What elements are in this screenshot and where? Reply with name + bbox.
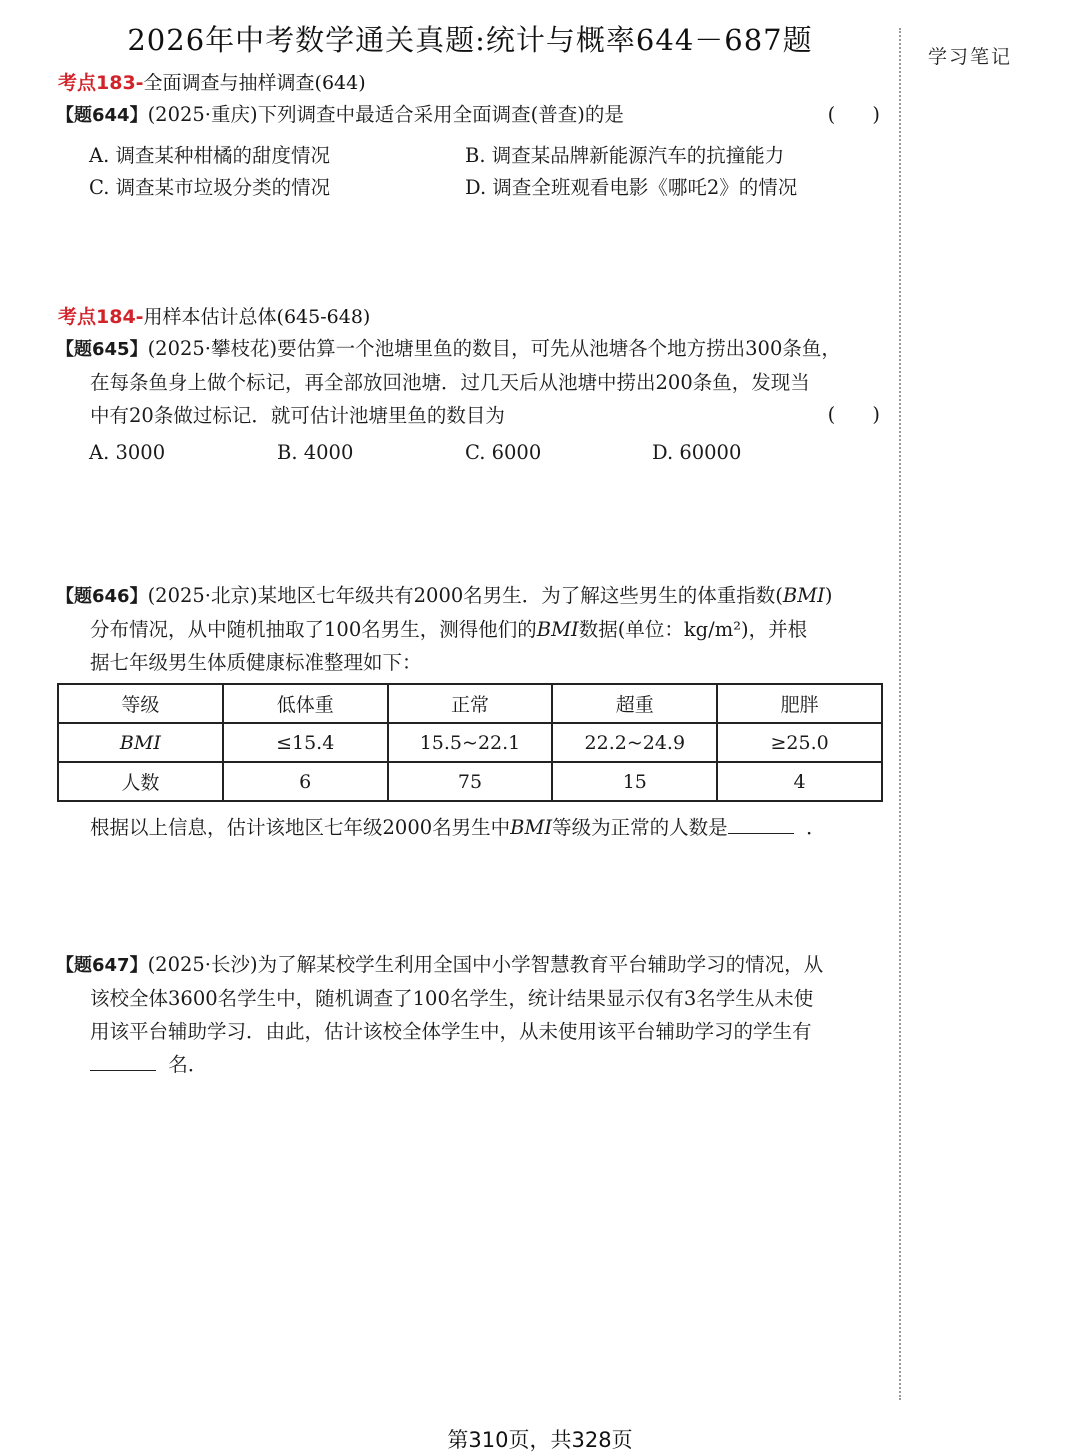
question-text: 该校全体3600名学生中，随机调查了100名学生，统计结果显示仅有3名学生从未使 (90, 987, 814, 1010)
section-title: 全面调查与抽样调查(644) (143, 72, 366, 94)
bmi-term: BMI (510, 816, 553, 839)
question-text: 据七年级男生体质健康标准整理如下： (90, 651, 422, 674)
page-footer: 第310页，共328页 (447, 1428, 633, 1452)
table-cell: ≤15.4 (223, 723, 388, 762)
table-cell: BMI (58, 723, 223, 762)
question-source: (2025·长沙) (147, 953, 258, 976)
answer-paren: ( ) (827, 403, 880, 426)
question-646 (56, 579, 882, 679)
question-text: 等级为正常的人数是 (552, 816, 728, 839)
option-b: B. 调查某品牌新能源汽车的抗撞能力 (465, 144, 785, 167)
table-cell: 正常 (388, 684, 553, 723)
section-heading-183 (58, 68, 366, 95)
bmi-term: BMI (536, 618, 579, 641)
question-text: 名． (168, 1053, 208, 1076)
option-a: A. 调查某种柑橘的甜度情况 (89, 144, 330, 167)
table-cell: 低体重 (223, 684, 388, 723)
question-number: 【题646】 (56, 586, 148, 607)
notes-label: 学习笔记 (928, 46, 1013, 68)
question-text: 用该平台辅助学习．由此，估计该校全体学生中，从未使用该平台辅助学习的学生有 (90, 1020, 812, 1043)
table-cell: 75 (388, 762, 553, 801)
option-b: B. 4000 (277, 441, 354, 464)
question-text: 中有20条做过标记．就可估计池塘里鱼的数目为 (90, 404, 505, 427)
question-647 (56, 948, 882, 1081)
question-text: 根据以上信息，估计该地区七年级2000名男生中 (90, 816, 511, 839)
table-cell: 超重 (552, 684, 717, 723)
table-cell: 15.5~22.1 (388, 723, 553, 762)
section-heading-184 (58, 302, 370, 329)
option-c: C. 调查某市垃圾分类的情况 (89, 176, 331, 199)
answer-blank (728, 815, 794, 834)
question-source: (2025·北京) (147, 584, 258, 607)
table-cell: 人数 (58, 762, 223, 801)
option-d: D. 60000 (652, 441, 742, 464)
table-cell: 22.2~24.9 (552, 723, 717, 762)
table-cell: 15 (552, 762, 717, 801)
question-text: 为了解某校学生利用全国中小学智慧教育平台辅助学习的情况，从 (257, 953, 824, 976)
question-source: (2025·重庆) (147, 103, 258, 126)
question-stem: 下列调查中最适合采用全面调查(普查)的是 (257, 103, 624, 126)
section-code: 考点184- (58, 306, 144, 328)
question-number: 【题647】 (56, 955, 148, 976)
question-645 (56, 332, 882, 432)
question-text: 分布情况，从中随机抽取了100名男生，测得他们的 (90, 618, 537, 641)
table-cell: 等级 (58, 684, 223, 723)
table-cell: ≥25.0 (717, 723, 882, 762)
table-row (58, 762, 882, 801)
notes-divider (899, 28, 901, 1400)
question-646-follow-up (56, 811, 882, 844)
question-number: 【题644】 (56, 105, 148, 126)
option-d: D. 调查全班观看电影《哪吒2》的情况 (465, 176, 798, 199)
answer-blank (90, 1052, 156, 1071)
question-number: 【题645】 (56, 339, 148, 360)
question-text: 在每条鱼身上做个标记，再全部放回池塘．过几天后从池塘中捞出200条鱼，发现当 (90, 371, 810, 394)
question-source: (2025·攀枝花) (147, 337, 278, 360)
section-title: 用样本估计总体(645-648) (143, 306, 371, 328)
answer-paren: ( ) (827, 103, 880, 126)
question-text: ． (806, 816, 826, 839)
question-644 (56, 98, 882, 132)
option-c: C. 6000 (465, 441, 542, 464)
question-text: 要估算一个池塘里鱼的数目，可先从池塘各个地方捞出300条鱼， (277, 337, 841, 360)
question-text: 数据(单位：kg/m²)，并根 (578, 618, 808, 641)
table-row (58, 684, 882, 723)
bmi-table (57, 683, 883, 802)
bmi-term: BMI (782, 584, 825, 607)
question-text: 某地区七年级共有2000名男生．为了解这些男生的体重指数( (257, 584, 783, 607)
page-title: 2026年中考数学通关真题:统计与概率644－687题 (127, 23, 813, 57)
table-cell: 6 (223, 762, 388, 801)
table-cell: 4 (717, 762, 882, 801)
table-row (58, 723, 882, 762)
question-text: ) (824, 584, 833, 607)
section-code: 考点183- (58, 72, 144, 94)
option-a: A. 3000 (89, 441, 166, 464)
table-cell: 肥胖 (717, 684, 882, 723)
